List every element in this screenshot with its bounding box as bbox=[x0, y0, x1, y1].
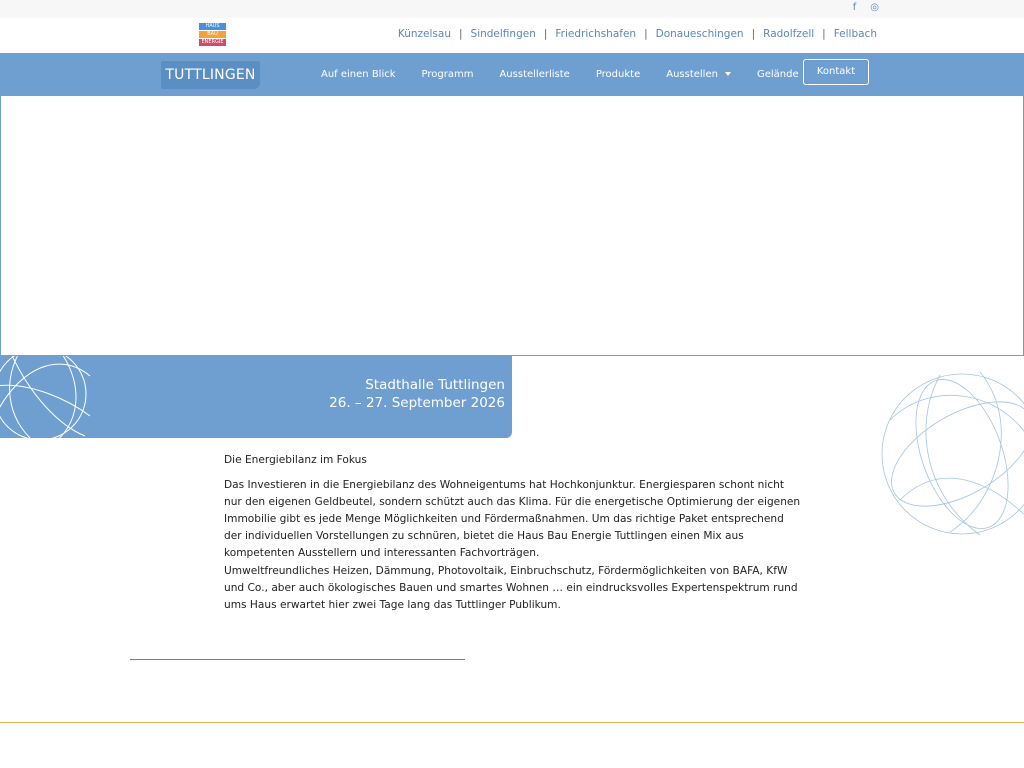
footer-separator-line bbox=[0, 722, 1024, 723]
logo-line-2: BAU bbox=[199, 31, 226, 38]
article-paragraph-2: Umweltfreundliches Heizen, Dämmung, Photovoltaik, Einbruchschutz, Fördermöglichkeiten von BAFA, KfW und Co., aber auch ökologisches Bauen und smartes Wohnen … ein eindrucksvolles Expertenspektrum rund ums Haus erwartet hier zwei Tage lang das Tuttlinger Publikum. bbox=[224, 564, 798, 611]
nav-item-produkte[interactable]: Produkte bbox=[595, 68, 641, 80]
event-banner bbox=[0, 356, 512, 438]
globe-decoration-icon bbox=[880, 360, 1024, 552]
city-separator: | bbox=[822, 28, 826, 40]
logo-line-3: ENERGIE bbox=[199, 39, 226, 46]
article-content bbox=[224, 452, 804, 614]
nav-item-ausstellen-dropdown[interactable]: Ausstellen bbox=[666, 69, 731, 80]
event-venue: Stadthalle Tuttlingen bbox=[365, 377, 505, 393]
instagram-icon[interactable]: ◎ bbox=[870, 2, 879, 13]
nav-item-gelaende[interactable]: Gelände bbox=[756, 68, 799, 80]
logo-line-1: HAUS bbox=[199, 23, 226, 30]
article-paragraph-1: Das Investieren in die Energiebilanz des Wohneigentums hat Hochkonjunktur. Energiesparen schont nicht nur den eigenen Geldbeutel, sondern schützt auch das Klima. Für die energetische Optimierung der eigenen Immobilie gibt es jede Menge Möglichkeiten und Fördermaßnahmen. Um das richtige Paket entsprechend der individuellen Vorstellungen zu schnüren, bietet die Haus Bau Energie Tuttlingen einen Mix aus kompetenten Ausstellern und interessanten Fachvorträgen. bbox=[224, 479, 801, 560]
city-link-friedrichshafen[interactable]: Friedrichshafen bbox=[555, 28, 637, 40]
city-link-kuenzelsau[interactable]: Künzelsau bbox=[397, 28, 451, 40]
social-links bbox=[853, 2, 879, 14]
nav-item-programm[interactable]: Programm bbox=[421, 68, 474, 80]
content-divider bbox=[130, 659, 465, 660]
globe-decoration-icon bbox=[0, 356, 100, 438]
nav-items bbox=[321, 53, 825, 95]
facebook-icon[interactable]: f bbox=[852, 2, 857, 13]
hero-image-area bbox=[0, 95, 1024, 356]
city-separator: | bbox=[458, 28, 463, 40]
city-link-radolfzell[interactable]: Radolfzell bbox=[763, 28, 815, 40]
city-separator: | bbox=[644, 28, 648, 40]
city-separator: | bbox=[751, 28, 756, 40]
city-link-fellbach[interactable]: Fellbach bbox=[833, 28, 877, 40]
event-dates: 26. – 27. September 2026 bbox=[329, 395, 505, 411]
city-separator: | bbox=[543, 28, 548, 40]
main-navigation bbox=[0, 53, 1024, 95]
city-link-sindelfingen[interactable]: Sindelfingen bbox=[470, 28, 536, 40]
city-header bbox=[0, 18, 1024, 54]
nav-item-auf-einen-blick[interactable]: Auf einen Blick bbox=[321, 68, 396, 80]
top-bar bbox=[0, 0, 1024, 18]
haus-bau-energie-logo[interactable] bbox=[199, 23, 226, 46]
city-links bbox=[398, 28, 877, 40]
city-link-donaueschingen[interactable]: Donaueschingen bbox=[655, 28, 744, 40]
article-heading: Die Energiebilanz im Fokus bbox=[224, 454, 367, 466]
brand-tuttlingen[interactable]: TUTTLINGEN bbox=[161, 61, 260, 89]
nav-item-ausstellerliste[interactable]: Ausstellerliste bbox=[499, 68, 570, 80]
contact-button[interactable]: Kontakt bbox=[803, 59, 869, 85]
